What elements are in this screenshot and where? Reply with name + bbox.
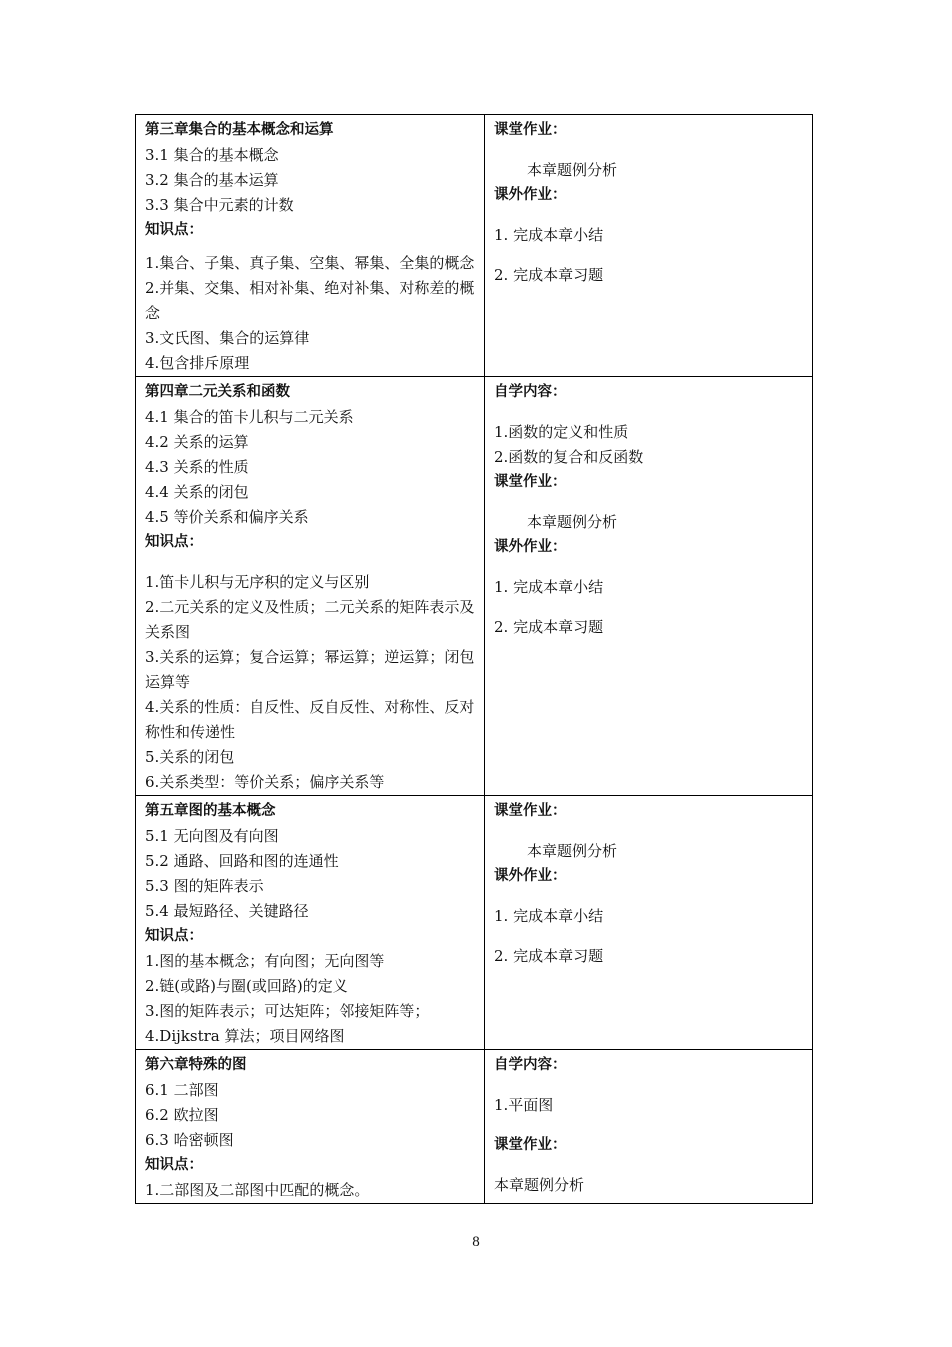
chapter-title: 第三章集合的基本概念和运算 [145, 122, 334, 138]
knowledge-point: 5.关系的闭包 [145, 748, 235, 766]
chapter-cell [136, 1050, 485, 1204]
assignment-cell [485, 377, 813, 796]
class-assignment-content: 本章题例分析 [527, 513, 618, 531]
knowledge-point: 4.包含排斥原理 [145, 354, 250, 372]
class-assignment-label: 课堂作业： [494, 474, 567, 490]
self-study-label: 自学内容： [494, 384, 567, 400]
class-assignment-content: 本章题例分析 [527, 842, 618, 860]
page-number: 8 [472, 1234, 480, 1250]
chapter-cell [136, 115, 485, 377]
chapter-title: 第四章二元关系和函数 [145, 384, 290, 400]
knowledge-point: 1.二部图及二部图中匹配的概念。 [145, 1181, 370, 1199]
section-item: 3.3 集合中元素的计数 [145, 196, 294, 214]
assignment-cell [485, 1050, 813, 1204]
section-item: 5.4 最短路径、关键路径 [145, 902, 309, 920]
class-assignment-content: 本章题例分析 [527, 161, 618, 179]
table-row [136, 1050, 813, 1204]
section-item: 4.2 关系的运算 [145, 433, 249, 451]
section-item: 6.1 二部图 [145, 1081, 219, 1099]
class-assignment-content: 本章题例分析 [494, 1176, 585, 1194]
section-item: 4.4 关系的闭包 [145, 483, 249, 501]
homework-item: 2. 完成本章习题 [494, 947, 604, 965]
syllabus-table [135, 114, 813, 1204]
class-assignment-label: 课堂作业： [494, 1137, 567, 1153]
knowledge-point: 1.集合、子集、真子集、空集、幂集、全集的概念 [145, 254, 475, 272]
homework-item: 2. 完成本章习题 [494, 618, 604, 636]
section-item: 5.1 无向图及有向图 [145, 827, 279, 845]
class-assignment-label: 课堂作业： [494, 122, 567, 138]
homework-label: 课外作业： [494, 187, 567, 203]
homework-item: 2. 完成本章习题 [494, 266, 604, 284]
homework-item: 1. 完成本章小结 [494, 578, 604, 596]
chapter-cell [136, 796, 485, 1050]
section-item: 6.3 哈密顿图 [145, 1131, 234, 1149]
table-row [136, 377, 813, 796]
section-item: 6.2 欧拉图 [145, 1106, 219, 1124]
section-item: 4.5 等价关系和偏序关系 [145, 508, 309, 526]
chapter-cell [136, 377, 485, 796]
knowledge-point: 1.笛卡儿积与无序积的定义与区别 [145, 573, 370, 591]
self-study-label: 自学内容： [494, 1057, 567, 1073]
knowledge-points-label: 知识点： [145, 928, 203, 944]
knowledge-point: 2.链(或路)与圈(或回路)的定义 [145, 977, 348, 995]
knowledge-points-label: 知识点： [145, 222, 203, 238]
knowledge-point: 3.图的矩阵表示；可达矩阵；邻接矩阵等； [145, 1002, 430, 1020]
knowledge-point: 6.关系类型：等价关系；偏序关系等 [145, 773, 385, 791]
knowledge-point: 1.图的基本概念；有向图；无向图等 [145, 952, 385, 970]
knowledge-point: 4.关系的性质：自反性、反自反性、对称性、反对称性和传递性 [145, 698, 475, 741]
knowledge-point: 4.Dijkstra 算法；项目网络图 [145, 1027, 345, 1045]
table-row [136, 115, 813, 377]
homework-item: 1. 完成本章小结 [494, 907, 604, 925]
self-study-item: 1.函数的定义和性质 [494, 423, 629, 441]
chapter-title: 第五章图的基本概念 [145, 803, 276, 819]
knowledge-point: 3.文氏图、集合的运算律 [145, 329, 310, 347]
assignment-cell [485, 115, 813, 377]
knowledge-points-label: 知识点： [145, 534, 203, 550]
chapter-title: 第六章特殊的图 [145, 1057, 247, 1073]
homework-item: 1. 完成本章小结 [494, 226, 604, 244]
knowledge-points-label: 知识点： [145, 1157, 203, 1173]
section-item: 3.1 集合的基本概念 [145, 146, 279, 164]
homework-label: 课外作业： [494, 539, 567, 555]
section-item: 5.3 图的矩阵表示 [145, 877, 264, 895]
section-item: 5.2 通路、回路和图的连通性 [145, 852, 339, 870]
homework-label: 课外作业： [494, 868, 567, 884]
table-row [136, 796, 813, 1050]
self-study-item: 2.函数的复合和反函数 [494, 448, 644, 466]
class-assignment-label: 课堂作业： [494, 803, 567, 819]
section-item: 4.1 集合的笛卡儿积与二元关系 [145, 408, 354, 426]
section-item: 4.3 关系的性质 [145, 458, 249, 476]
section-item: 3.2 集合的基本运算 [145, 171, 279, 189]
assignment-cell [485, 796, 813, 1050]
knowledge-point: 3.关系的运算；复合运算；幂运算；逆运算；闭包运算等 [145, 648, 475, 691]
self-study-item: 1.平面图 [494, 1096, 554, 1114]
knowledge-point: 2.并集、交集、相对补集、绝对补集、对称差的概念 [145, 279, 475, 322]
knowledge-point: 2.二元关系的定义及性质；二元关系的矩阵表示及关系图 [145, 598, 475, 641]
